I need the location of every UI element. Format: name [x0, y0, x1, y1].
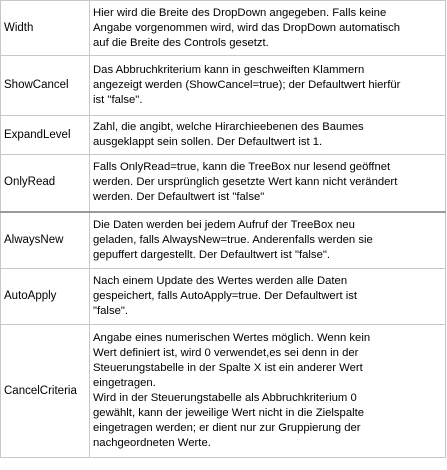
description-line: auf die Breite des Controls gesetzt.	[93, 36, 269, 49]
property-name-cancelcriteria: CancelCriteria	[1, 325, 90, 458]
description-line: Wird in der Steuerungstabelle als Abbruchkriterium 0	[93, 392, 357, 404]
property-description-expandlevel	[90, 116, 446, 155]
description-line: werden. Der Defaultwert ist "false"	[93, 191, 265, 204]
property-name-expandlevel: ExpandLevel	[1, 116, 90, 155]
property-name-showcancel: ShowCancel	[1, 56, 90, 116]
property-description-width	[90, 1, 446, 56]
description-line: Das Abbruchkriterium kann in geschweiften Klammern	[93, 64, 365, 76]
property-name-alwaysnew: AlwaysNew	[1, 212, 90, 269]
table-row	[1, 325, 446, 458]
description-line: Angabe vorgenommen wird, wird das DropDown automatisch	[93, 21, 401, 34]
property-name-width: Width	[1, 1, 90, 56]
property-description-alwaysnew	[90, 212, 446, 269]
description-line: eingetragen werden; er dient nur zur Gruppierung der	[93, 422, 361, 434]
description-line: gewählt, kann der jeweilige Wert nicht in die Zielspalte	[93, 407, 365, 419]
description-line: Hier wird die Breite des DropDown angegeben. Falls keine	[93, 6, 387, 19]
description-line: Steuerungstabelle in der Spalte X ist ein anderer Wert	[93, 362, 363, 374]
table-row	[1, 212, 446, 269]
description-line: gespeichert, falls AutoApply=true. Der Defaultwert ist	[93, 290, 358, 302]
description-line: Angabe eines numerischen Wertes möglich. Wenn kein	[93, 332, 371, 344]
description-line: angezeigt werden (ShowCancel=true); der Defaultwert hierfür	[93, 79, 401, 91]
description-line: ist "false".	[93, 94, 143, 106]
description-line: gepuffert dargestellt. Der Defaultwert ist "false".	[93, 248, 330, 261]
description-line: werden. Der ursprünglich gesetzte Wert kann nicht verändert	[93, 176, 398, 189]
table-row	[1, 116, 446, 155]
property-name-onlyread: OnlyRead	[1, 155, 90, 212]
property-description-onlyread	[90, 155, 446, 212]
property-name-autoapply: AutoApply	[1, 269, 90, 325]
description-line: nachgeordneten Werte.	[93, 437, 211, 449]
description-line: geladen, falls AlwaysNew=true. Anderenfalls werden sie	[93, 233, 373, 246]
table-row	[1, 155, 446, 212]
description-line: Nach einem Update des Wertes werden alle Daten	[93, 275, 348, 287]
property-description-cancelcriteria	[90, 325, 446, 458]
description-line: "false".	[93, 305, 129, 317]
property-description-showcancel	[90, 56, 446, 116]
table-row	[1, 56, 446, 116]
description-line: ausgeklappt sein sollen. Der Defaultwert ist 1.	[93, 136, 323, 148]
table-row	[1, 1, 446, 56]
table-row	[1, 269, 446, 325]
property-description-autoapply	[90, 269, 446, 325]
description-line: eingetragen.	[93, 377, 156, 389]
description-line: Zahl, die angibt, welche Hirarchieebenen des Baumes	[93, 121, 364, 133]
description-line: Falls OnlyRead=true, kann die TreeBox nur lesend geöffnet	[93, 161, 391, 174]
description-line: Die Daten werden bei jedem Aufruf der TreeBox neu	[93, 218, 355, 231]
description-line: Wert definiert ist, wird 0 verwendet,es sei denn in der	[93, 347, 359, 359]
